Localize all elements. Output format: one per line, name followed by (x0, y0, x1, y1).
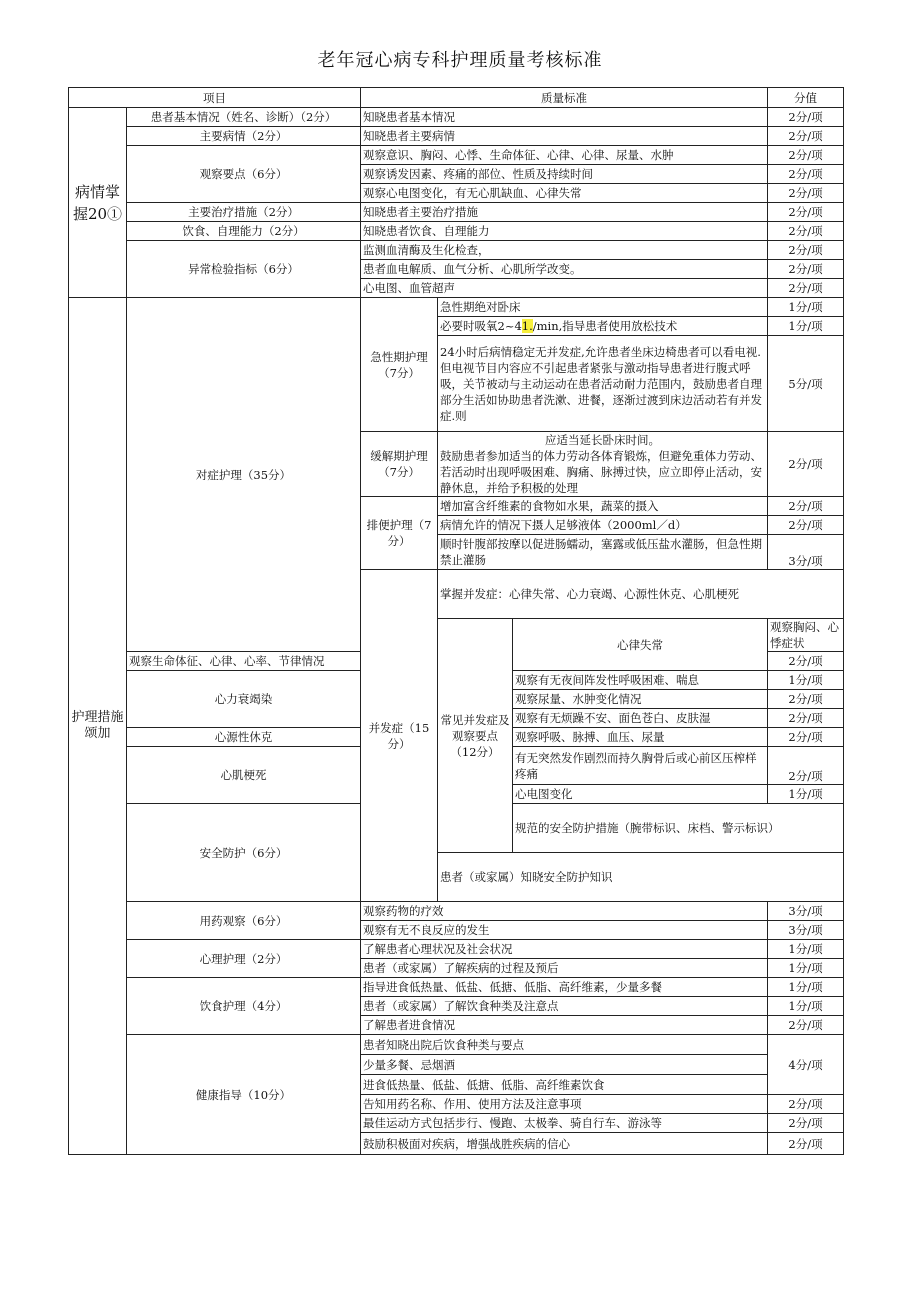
subitem-label: 常见并发症及观察要点（12分） (438, 619, 513, 853)
score-value: 5分/项 (768, 336, 844, 432)
standard-text: 观察有无不良反应的发生 (361, 921, 768, 940)
item-label: 用药观察（6分） (127, 902, 361, 940)
item-label: 饮食护理（4分） (127, 978, 361, 1035)
score-value: 1分/项 (768, 785, 844, 804)
table-row (69, 978, 844, 997)
oxygen-text-end: /min,指导患者使用放松技术 (532, 319, 678, 333)
standard-text: 知晓患者主要病情 (361, 127, 768, 146)
section-label-condition: 病情掌握20① (69, 108, 127, 298)
standard-text: 了解患者心理状况及社会状况 (361, 940, 768, 959)
item-label: 主要病情（2分） (127, 127, 361, 146)
standard-text: 指导进食低热量、低盐、低搪、低脂、高纤维素，少量多餐 (361, 978, 768, 997)
score-value: 3分/项 (768, 902, 844, 921)
score-value: 2分/项 (768, 108, 844, 127)
header-standard: 质量标准 (361, 88, 768, 108)
standard-text: 观察尿量、水肿变化情况 (513, 690, 768, 709)
item-label: 对症护理（35分） (127, 298, 361, 652)
score-value: 2分/项 (768, 127, 844, 146)
standard-text: 知晓患者基本情况 (361, 108, 768, 127)
standard-text: 24小时后病情稳定无并发症,允许患者坐床边椅患者可以看电视.但电视节目内容应不引起患者紧张与激动指导患者进行腹式呼吸，关节被动与主动运动在患者活动耐力范围内，鼓励患者自理部分生活如协助患者洗漱、进餐，逐渐过渡到床边活动若有并发症.则 (438, 336, 768, 432)
standard-text: 观察心电图变化，有无心肌缺血、心律失常 (361, 184, 768, 203)
item-label: 心理护理（2分） (127, 940, 361, 978)
standard-text: 观察意识、胸闷、心悸、生命体征、心律、心律、尿量、水肿 (361, 146, 768, 165)
item-label: 健康指导（10分） (127, 1035, 361, 1155)
item-label: 饮食、自理能力（2分） (127, 222, 361, 241)
item-label: 并发症（15分） (361, 570, 438, 902)
complication-label: 心力衰竭染 (127, 671, 361, 728)
standard-text: 了解患者进食情况 (361, 1016, 768, 1035)
table-row (69, 902, 844, 921)
score-value: 1分/项 (768, 317, 844, 336)
score-value: 2分/项 (768, 432, 844, 497)
table-row (69, 1035, 844, 1055)
score-value: 2分/项 (768, 1095, 844, 1114)
score-value: 2分/项 (768, 165, 844, 184)
standard-text: 患者知晓出院后饮食种类与要点 (361, 1035, 768, 1055)
standard-text: 患者（或家属）了解疾病的过程及预后 (361, 959, 768, 978)
score-value: 4分/项 (768, 1035, 844, 1095)
standard-text (438, 317, 768, 336)
item-label: 异常检验指标（6分） (127, 241, 361, 298)
score-value: 1分/项 (768, 978, 844, 997)
score-value: 2分/项 (768, 497, 844, 516)
oxygen-text-start: 必要时吸氧2~4 (440, 319, 522, 333)
standard-text: 监测血清酶及生化检查， (361, 241, 768, 260)
complication-label: 心律失常 (513, 619, 768, 671)
standard-text: 知晓患者主要治疗措施 (361, 203, 768, 222)
standard-line: 应适当延长卧床时间。 (545, 433, 660, 447)
score-value: 1分/项 (768, 940, 844, 959)
table-row (69, 108, 844, 127)
section-label-nursing: 护理措施颂加 (69, 298, 127, 1155)
standard-text: 鼓励积极面对疾病，增强战胜疾病的信心 (361, 1133, 768, 1155)
standard-text: 观察呼吸、脉搏、血压、尿量 (513, 728, 768, 747)
item-label: 主要治疗措施（2分） (127, 203, 361, 222)
score-value: 2分/项 (768, 184, 844, 203)
highlighted-text: 1. (521, 319, 533, 333)
standard-text: 有无突然发作剧烈而持久胸骨后或心前区压榨样疼痛 (513, 747, 768, 785)
header-project: 项目 (69, 88, 361, 108)
table-header-row (69, 88, 844, 108)
quality-standard-table (68, 87, 844, 1155)
score-value: 2分/项 (768, 709, 844, 728)
complication-label: 心肌梗死 (127, 747, 361, 804)
standard-text: 病情允许的情况下摄人足够液体（2000ml／d） (438, 516, 768, 535)
item-label: 患者基本情况（姓名、诊断）（2分） (127, 108, 361, 127)
standard-text: 患者血电解质、血气分析、心肌所学改变。 (361, 260, 768, 279)
score-value: 2分/项 (768, 1114, 844, 1133)
standard-text: 增加富含纤维素的食物如水果，蔬菜的摄入 (438, 497, 768, 516)
table-row (69, 222, 844, 241)
table-row (69, 298, 844, 317)
standard-text: 掌握并发症：心律失常、心力衰竭、心源性休克、心肌梗死 (438, 570, 844, 619)
standard-text: 患者（或家属）知晓安全防护知识 (438, 853, 844, 902)
table-row (69, 146, 844, 165)
standard-text: 心电图、血管超声 (361, 279, 768, 298)
score-value: 2分/项 (768, 203, 844, 222)
score-value: 2分/项 (768, 747, 844, 785)
score-value: 2分/项 (768, 516, 844, 535)
item-label: 观察要点（6分） (127, 146, 361, 203)
standard-text: 知晓患者饮食、自理能力 (361, 222, 768, 241)
table-row (69, 241, 844, 260)
standard-text: 观察有无夜间阵发性呼吸困难、喘息 (513, 671, 768, 690)
score-value: 2分/项 (768, 728, 844, 747)
header-score: 分值 (768, 88, 844, 108)
score-value: 1分/项 (768, 997, 844, 1016)
standard-text: 观察胸闷、心悸症状 (768, 619, 844, 652)
table-row (69, 127, 844, 146)
score-value: 2分/项 (768, 690, 844, 709)
standard-text: 规范的安全防护措施（腕带标识、床档、警示标识） (513, 804, 844, 853)
score-value: 2分/项 (768, 1016, 844, 1035)
score-value: 2分/项 (768, 241, 844, 260)
complication-label: 心源性休克 (127, 728, 361, 747)
table-row (69, 203, 844, 222)
standard-text: 心电图变化 (513, 785, 768, 804)
score-value: 1分/项 (768, 298, 844, 317)
subitem-label: 缓解期护理（7分） (361, 432, 438, 497)
standard-text: 观察药物的疗效 (361, 902, 768, 921)
score-value: 1分/项 (768, 959, 844, 978)
standard-text: 告知用药名称、作用、使用方法及注意事项 (361, 1095, 768, 1114)
standard-text: 顺时针腹部按摩以促进肠蠕动，塞露或低压盐水灌肠，但急性期禁止灌肠 (438, 535, 768, 570)
standard-text: 观察诱发因素、疼痛的部位、性质及持续时间 (361, 165, 768, 184)
standard-text: 患者（或家属）了解饮食种类及注意点 (361, 997, 768, 1016)
item-label: 安全防护（6分） (127, 804, 361, 902)
standard-text: 最佳运动方式包括步行、慢跑、太极拳、骑自行车、游泳等 (361, 1114, 768, 1133)
page-title: 老年冠心病专科护理质量考核标准 (317, 50, 603, 71)
standard-text: 少量多餐、忌烟酒 (361, 1055, 768, 1075)
subitem-label: 急性期护理（7分） (361, 298, 438, 432)
standard-text: 观察有无烦躁不安、面色苍白、皮肤湿 (513, 709, 768, 728)
score-value: 3分/项 (768, 535, 844, 570)
score-value: 3分/项 (768, 921, 844, 940)
score-value: 2分/项 (768, 652, 844, 671)
table-row (69, 940, 844, 959)
score-value: 2分/项 (768, 222, 844, 241)
standard-text (438, 432, 768, 497)
score-value: 2分/项 (768, 146, 844, 165)
subitem-label: 排便护理（7分） (361, 497, 438, 570)
score-value: 2分/项 (768, 260, 844, 279)
standard-text: 进食低热量、低盐、低搪、低脂、高纤维素饮食 (361, 1075, 768, 1095)
score-value: 2分/项 (768, 279, 844, 298)
score-value: 2分/项 (768, 1133, 844, 1155)
standard-text: 急性期绝对卧床 (438, 298, 768, 317)
standard-text: 观察生命体征、心律、心率、节律情况 (127, 652, 361, 671)
score-value: 1分/项 (768, 671, 844, 690)
standard-line: 鼓励患者参加适当的体力劳动各体育锻炼，但避免重体力劳动、若活动时出现呼吸困难、胸痛、脉搏过快，应立即停止活动，安静休息，并给予积极的处理 (440, 449, 762, 495)
